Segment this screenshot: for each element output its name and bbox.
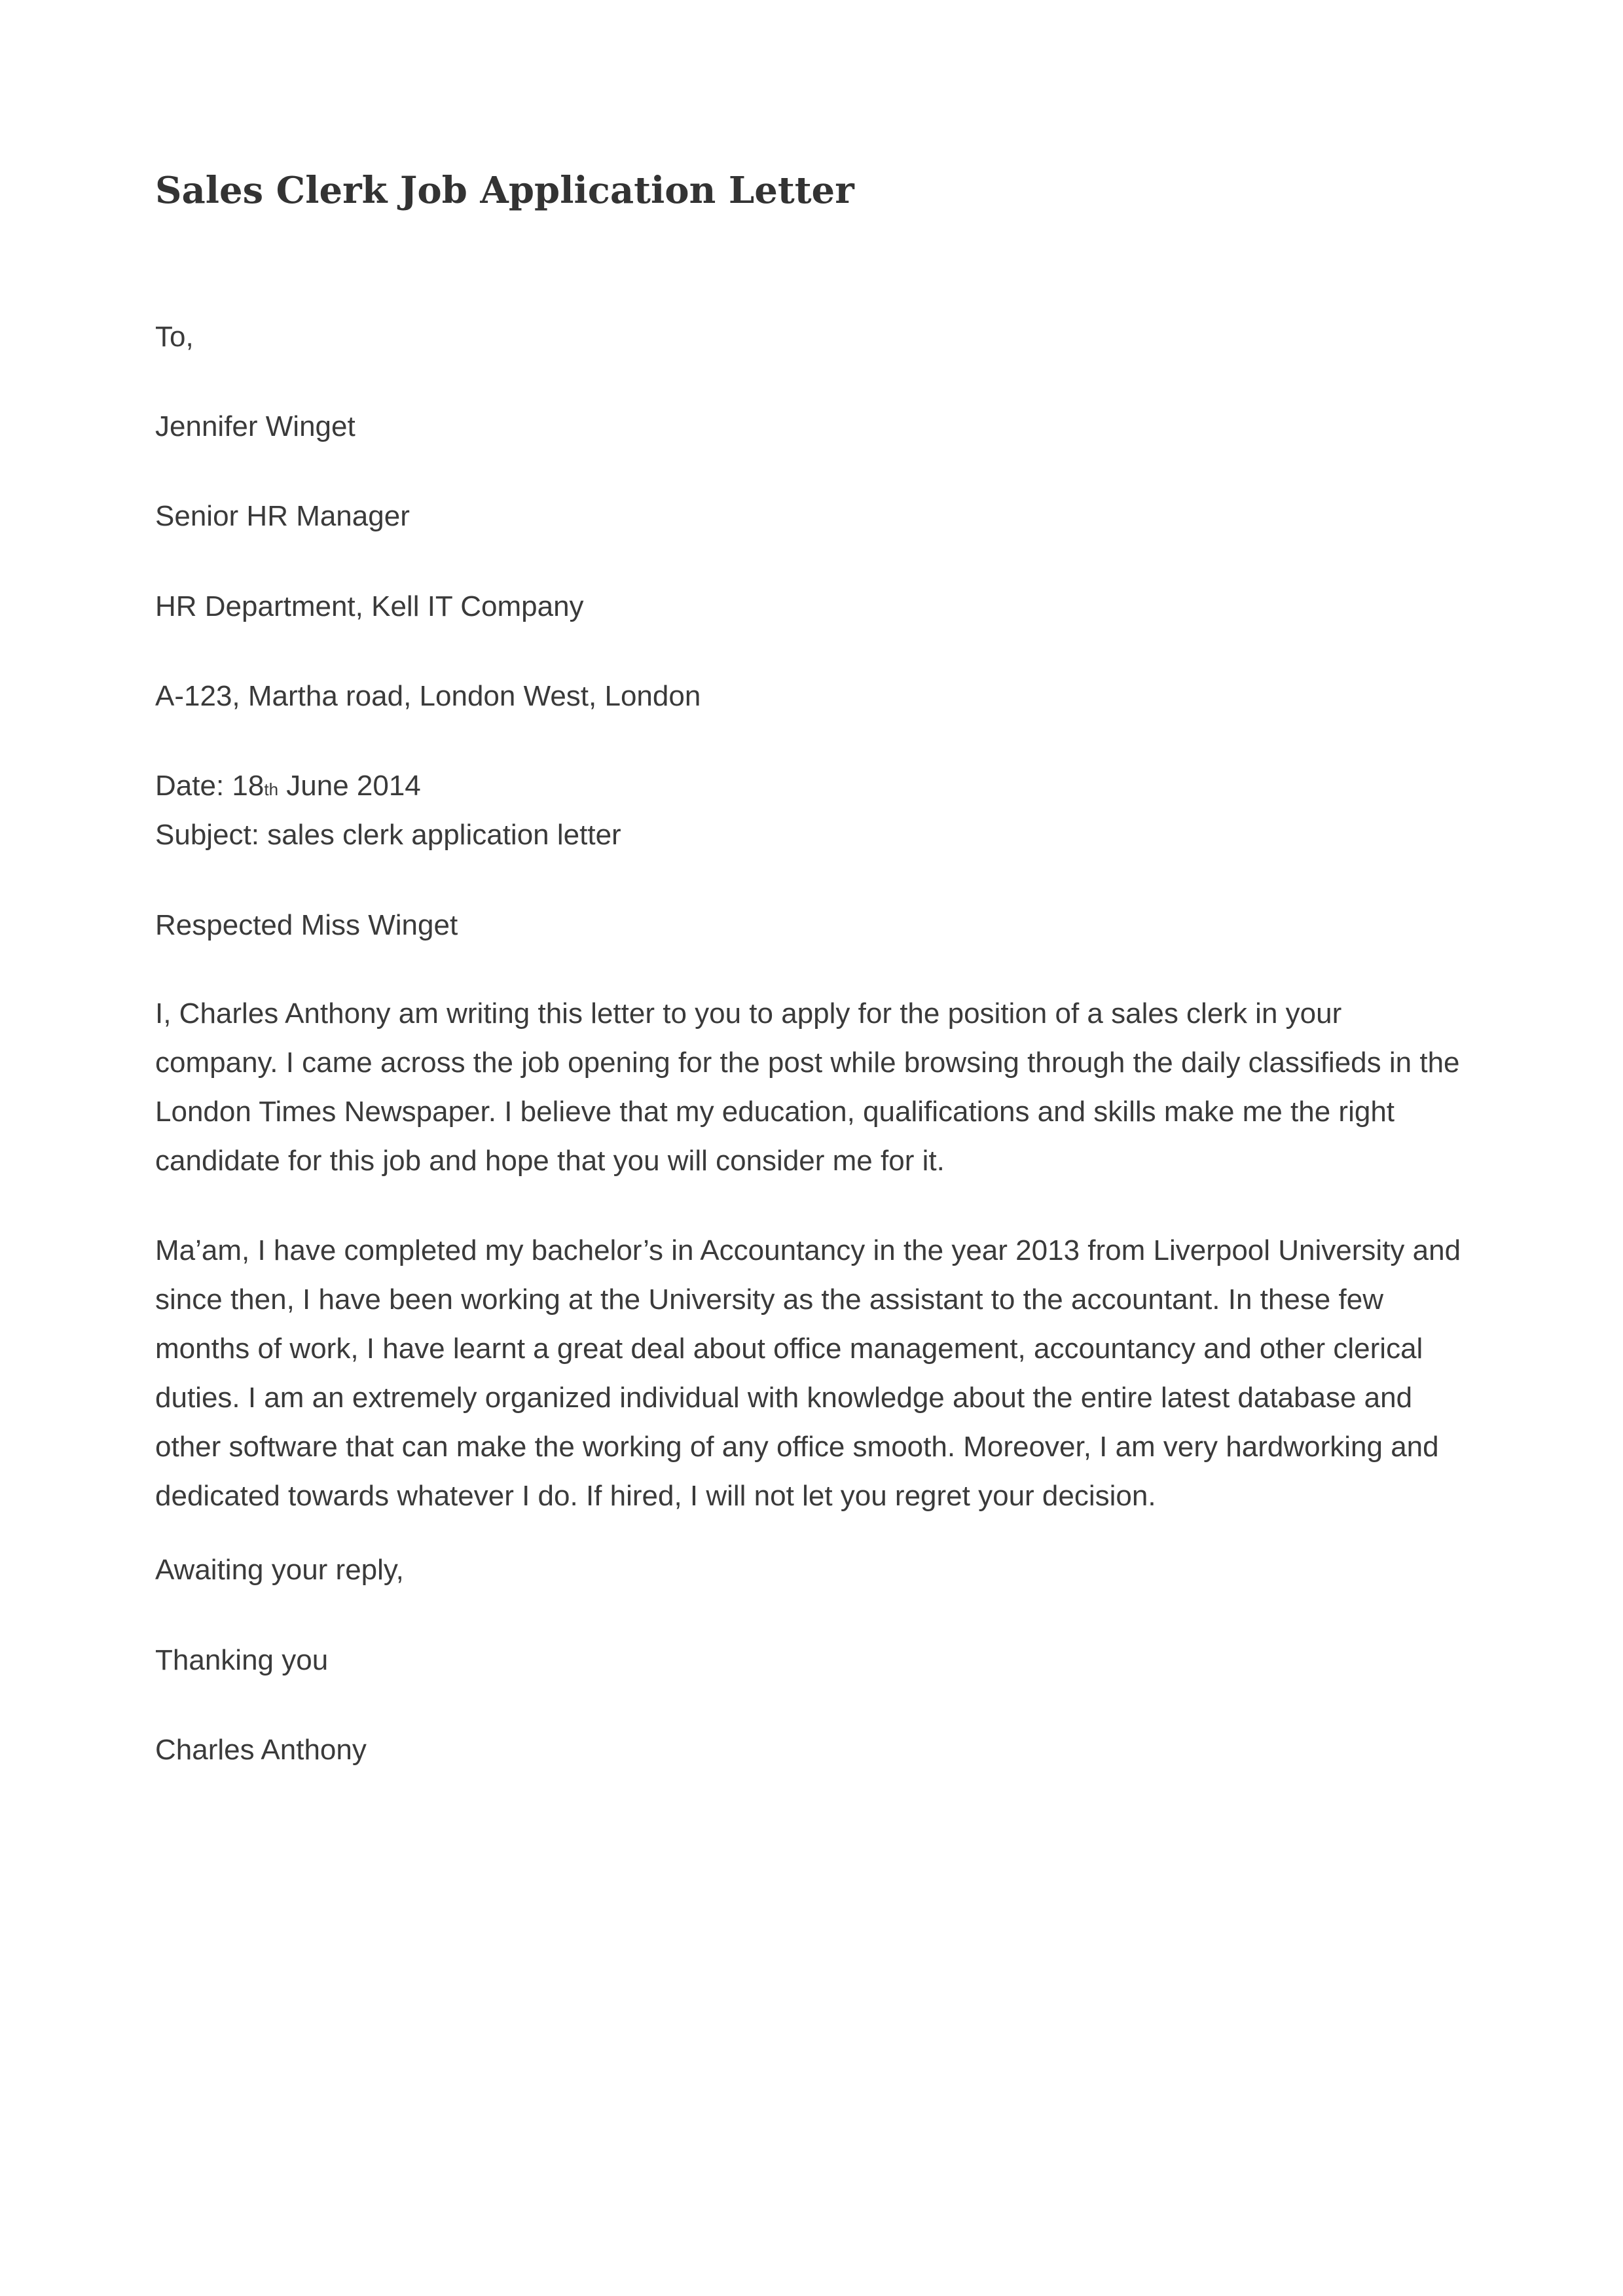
paragraph-line: Ma’am, I have completed my bachelor’s in Accountancy in the year 2013 from Liverpool University and [155, 1234, 1461, 1266]
date-prefix: Date: 18 [155, 770, 264, 802]
paragraph-line: candidate for this job and hope that you will consider me for it. [155, 1145, 945, 1177]
paragraph-line: duties. I am an extremely organized individual with knowledge about the entire latest database and [155, 1382, 1413, 1414]
body-paragraph-2 [155, 1226, 1491, 1520]
recipient-department: HR Department, Kell IT Company [155, 590, 584, 622]
letter-greeting: Respected Miss Winget [155, 909, 458, 941]
paragraph-line: other software that can make the working of any office smooth. Moreover, I am very hardworking and [155, 1431, 1439, 1463]
paragraph-line: since then, I have been working at the University as the assistant to the accountant. In these few [155, 1283, 1383, 1316]
recipient-position: Senior HR Manager [155, 500, 410, 532]
recipient-name: Jennifer Winget [155, 410, 356, 442]
signature-name: Charles Anthony [155, 1734, 367, 1766]
paragraph-line: I, Charles Anthony am writing this letter to you to apply for the position of a sales clerk in your [155, 997, 1342, 1030]
paragraph-line: dedicated towards whatever I do. If hired, I will not let you regret your decision. [155, 1480, 1156, 1512]
page-title: Sales Clerk Job Application Letter [155, 169, 854, 212]
letter-date [155, 768, 421, 807]
paragraph-line: company. I came across the job opening for the post while browsing through the daily classifieds in the [155, 1047, 1460, 1079]
paragraph-line: London Times Newspaper. I believe that my education, qualifications and skills make me the right [155, 1096, 1395, 1128]
closing-thanks: Thanking you [155, 1644, 329, 1676]
paragraph-line: months of work, I have learnt a great deal about office management, accountancy and other clerical [155, 1333, 1423, 1365]
date-suffix: June 2014 [278, 770, 421, 802]
date-ordinal: th [264, 780, 279, 799]
letter-subject: Subject: sales clerk application letter [155, 819, 621, 851]
closing-awaiting: Awaiting your reply, [155, 1554, 404, 1586]
recipient-to: To, [155, 321, 194, 353]
body-paragraph-1 [155, 989, 1491, 1185]
recipient-address: A-123, Martha road, London West, London [155, 680, 701, 712]
